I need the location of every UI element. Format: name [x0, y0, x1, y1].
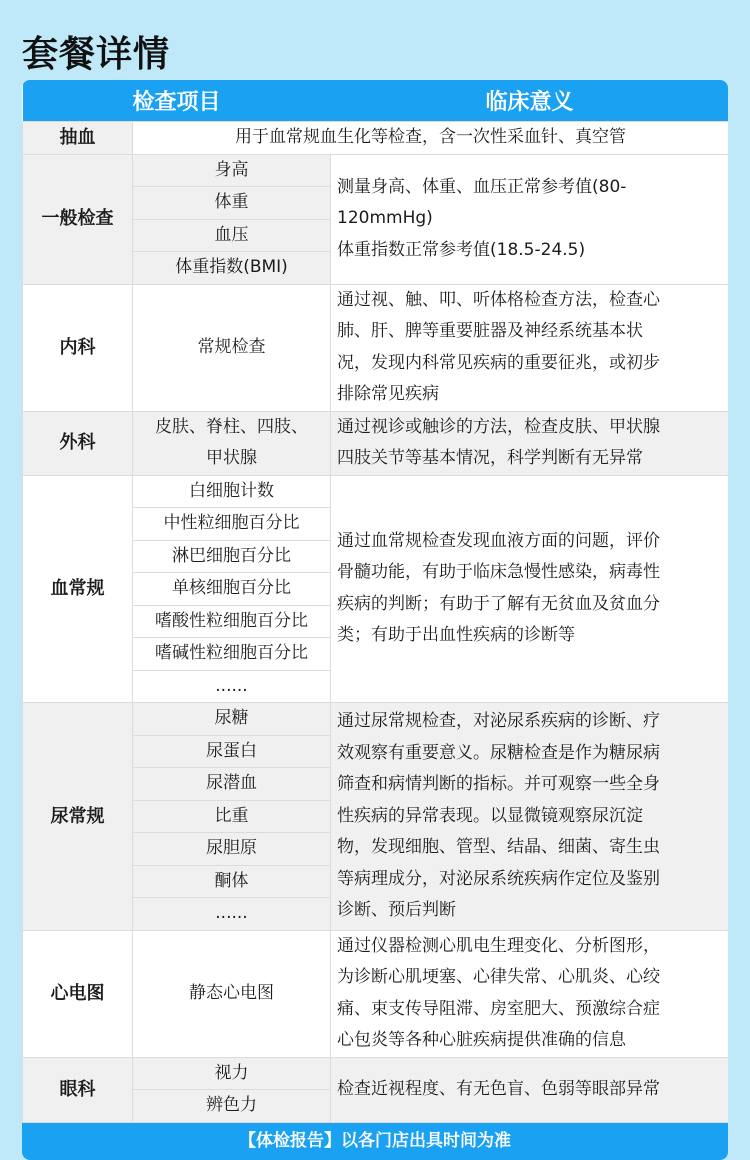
table-row	[23, 122, 729, 155]
description-cell	[331, 411, 728, 475]
description-cell	[331, 703, 728, 931]
category-cell: 一般检查	[23, 154, 133, 284]
table-row	[23, 284, 729, 411]
description-line: 痛、束支传导阻滞、房室肥大、预激综合症	[337, 998, 661, 1019]
table-row	[23, 475, 729, 508]
item-cell: 尿胆原	[133, 833, 331, 866]
item-cell: 淋巴细胞百分比	[133, 540, 331, 573]
table-row	[23, 411, 729, 475]
category-cell: 外科	[23, 411, 133, 475]
description-line: 物，发现细胞、管型、结晶、细菌、寄生虫	[337, 837, 661, 857]
table-row	[23, 703, 729, 736]
description-line: 通过血常规检查发现血液方面的问题，评价	[337, 530, 661, 551]
description-line: 120mmHg)	[337, 208, 433, 229]
description-line: 通过视、触、叩、听体格检查方法，检查心	[337, 289, 661, 310]
item-cell: 比重	[133, 800, 331, 833]
description-line: 测量身高、体重、血压正常参考值(80-	[337, 176, 627, 197]
item-cell: 静态心电图	[133, 930, 331, 1057]
description-line: 为诊断心肌埂塞、心律失常、心肌炎、心绞	[337, 967, 661, 987]
report-footer-note: 【体检报告】以各门店出具时间为准	[22, 1123, 728, 1160]
description-line: 通过视诊或触诊的方法，检查皮肤、甲状腺	[337, 416, 661, 437]
item-cell: 尿潜血	[133, 768, 331, 801]
table-row	[23, 930, 729, 1057]
page-title: 套餐详情	[22, 34, 171, 75]
item-cell	[133, 411, 331, 475]
description-cell: 用于血常规血生化等检查，含一次性采血针、真空管	[133, 122, 729, 155]
description-cell	[331, 154, 728, 284]
description-cell: 检查近视程度、有无色盲、色弱等眼部异常	[331, 1057, 728, 1122]
category-cell: 尿常规	[23, 703, 133, 931]
item-cell: 白细胞计数	[133, 475, 331, 508]
description-line: 等病理成分，对泌尿系统疾病作定位及鉴别	[337, 868, 661, 889]
description-line: 肺、肝、脾等重要脏器及神经系统基本状	[337, 321, 644, 341]
description-line: 类；有助于出血性疾病的诊断等	[337, 625, 576, 646]
item-cell: 酮体	[133, 865, 331, 898]
package-detail-table	[22, 80, 728, 1160]
category-cell: 眼科	[23, 1057, 133, 1122]
header-clinical-meaning: 临床意义	[331, 80, 728, 122]
item-cell: 辨色力	[133, 1090, 331, 1123]
description-cell	[331, 930, 728, 1057]
item-cell: 身高	[133, 154, 331, 187]
item-cell: 尿蛋白	[133, 735, 331, 768]
item-cell: 嗜碱性粒细胞百分比	[133, 638, 331, 671]
description-line: 心包炎等各种心脏疾病提供准确的信息	[337, 1030, 627, 1050]
item-cell: 视力	[133, 1057, 331, 1090]
item-cell: 中性粒细胞百分比	[133, 508, 331, 541]
item-cell: ......	[133, 898, 331, 931]
item-cell: 尿糖	[133, 703, 331, 736]
table-row	[23, 1057, 729, 1090]
item-cell: ......	[133, 670, 331, 703]
item-cell: 血压	[133, 219, 331, 252]
item-cell: 嗜酸性粒细胞百分比	[133, 605, 331, 638]
description-line: 通过仪器检测心肌电生理变化、分析图形，	[337, 935, 661, 956]
description-line: 排除常见疾病	[337, 384, 440, 404]
description-line: 筛查和病情判断的指标。并可观察一些全身	[337, 774, 661, 794]
description-cell	[331, 475, 728, 703]
item-cell: 体重	[133, 187, 331, 220]
category-cell: 抽血	[23, 122, 133, 155]
item-line: 皮肤、脊柱、四肢、	[155, 416, 308, 437]
description-line: 体重指数正常参考值(18.5-24.5)	[337, 239, 586, 260]
description-line: 疾病的判断；有助于了解有无贫血及贫血分	[337, 593, 661, 614]
description-line: 诊断、预后判断	[337, 900, 457, 920]
description-line: 况，发现内科常见疾病的重要征兆，或初步	[337, 352, 661, 373]
header-exam-item: 检查项目	[23, 80, 331, 122]
description-line: 性疾病的异常表现。以显微镜观察尿沉淀	[337, 805, 644, 826]
category-cell: 心电图	[23, 930, 133, 1057]
description-line: 骨髓功能，有助于临床急慢性感染，病毒性	[337, 562, 661, 583]
description-line: 效观察有重要意义。尿糖检查是作为糖尿病	[337, 742, 661, 763]
description-line: 通过尿常规检查，对泌尿系疾病的诊断、疗	[337, 711, 661, 731]
item-line: 甲状腺	[206, 448, 257, 468]
table-row	[23, 154, 729, 187]
item-cell: 单核细胞百分比	[133, 573, 331, 606]
category-cell: 内科	[23, 284, 133, 411]
description-cell	[331, 284, 728, 411]
table-header	[23, 80, 729, 122]
item-cell: 体重指数(BMI)	[133, 252, 331, 285]
description-line: 四肢关节等基本情况，科学判断有无异常	[337, 448, 644, 468]
category-cell: 血常规	[23, 475, 133, 703]
item-cell: 常规检查	[133, 284, 331, 411]
